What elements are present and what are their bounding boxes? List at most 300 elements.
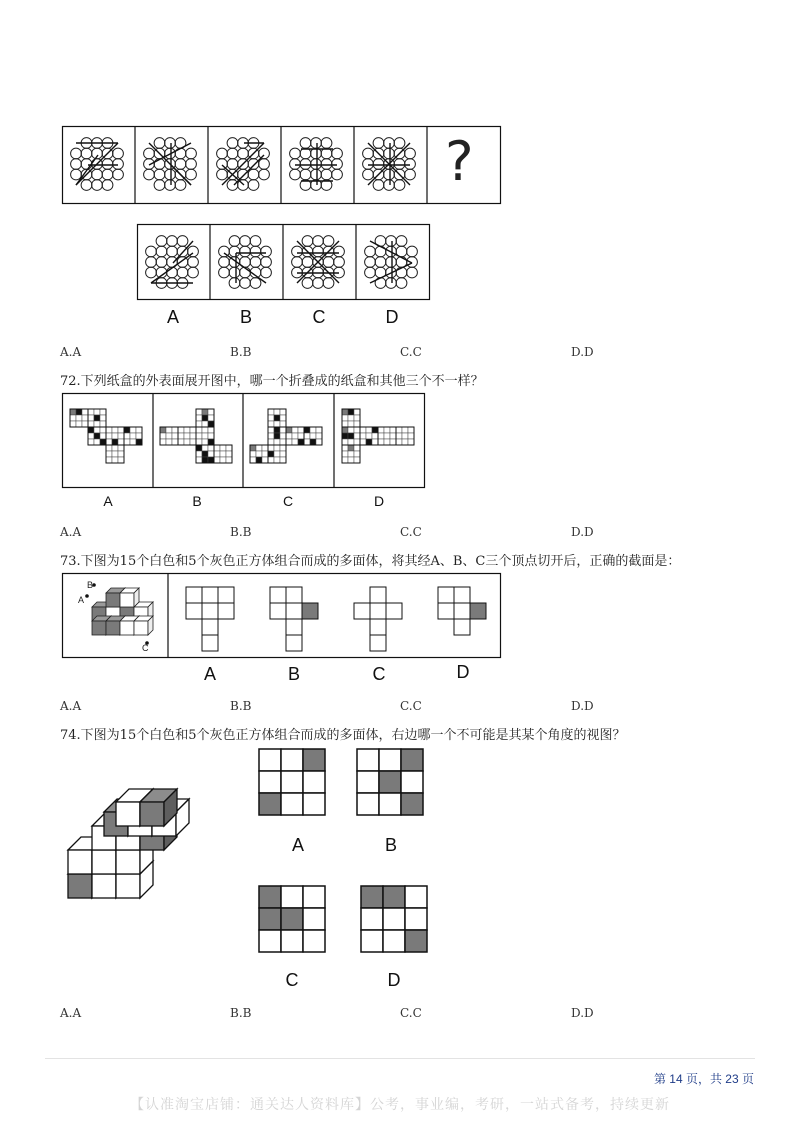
q72-net-d-cell <box>342 415 348 421</box>
q74-cube-front <box>116 874 140 898</box>
q72-net-b-cell <box>166 433 172 439</box>
q74-view-a-cell <box>259 749 281 771</box>
q72-net-c-cell <box>280 439 286 445</box>
q72-net-a-cell <box>112 445 118 451</box>
q72-net-b-cell <box>196 439 202 445</box>
q72-net-b-cell <box>196 445 202 451</box>
q71-answer-strip <box>137 224 431 300</box>
q72-net-d-cell <box>354 433 360 439</box>
q74-view-c-cell <box>303 886 325 908</box>
q72-option-d[interactable]: D.D <box>571 525 594 539</box>
footer-divider <box>45 1058 755 1059</box>
q74-view-c-cell <box>281 930 303 952</box>
q72-net-a-cell <box>130 439 136 445</box>
q72-net-a-cell <box>94 409 100 415</box>
q74-view-a-cell <box>303 771 325 793</box>
q71-label-b: B <box>239 307 252 327</box>
q72-net-d-cell <box>390 439 396 445</box>
q73-vertex-a: A <box>78 595 85 605</box>
q72-net-c-cell <box>268 415 274 421</box>
q72-net-d-cell <box>348 433 354 439</box>
q72-net-d-cell <box>354 439 360 445</box>
q72-net-d-cell <box>342 421 348 427</box>
q74-view-c-cell <box>259 908 281 930</box>
q72-net-b-cell <box>160 439 166 445</box>
q73-section-b-cell <box>286 619 302 635</box>
q72-net-a-cell <box>112 439 118 445</box>
q72-net-c-cell <box>268 409 274 415</box>
q72-net-a-cell <box>118 457 124 463</box>
q72-net-d-cell <box>408 433 414 439</box>
q73-vertex-b: B <box>87 580 94 590</box>
q74-view-d-cell <box>405 930 427 952</box>
q72-net-c-cell <box>274 415 280 421</box>
q72-net-c-cell <box>274 421 280 427</box>
q74-label-a: A <box>291 835 304 855</box>
q72-net-a-cell <box>76 409 82 415</box>
q73-figure <box>62 573 502 659</box>
q71-option-c[interactable]: C.C <box>400 345 422 359</box>
q72-net-d-cell <box>354 427 360 433</box>
q72-net-c-cell <box>250 445 256 451</box>
q72-net-c-cell <box>310 427 316 433</box>
q72-net-b-cell <box>160 433 166 439</box>
q74-question-text: 74.下图为15个白色和5个灰色正方体组合而成的多面体，右边哪一个不可能是其某个角度的视图？ <box>60 728 626 743</box>
q73-section-c-cell <box>370 587 386 603</box>
q72-net-b-cell <box>208 457 214 463</box>
q72-net-b-cell <box>208 421 214 427</box>
q72-net-b-cell <box>214 457 220 463</box>
q72-net-a-cell <box>106 439 112 445</box>
q73-cube-front <box>120 593 134 607</box>
q72-net-a-cell <box>112 433 118 439</box>
q72-net-a-cell <box>88 439 94 445</box>
q74-view-b-cell <box>401 771 423 793</box>
q72-net-c-cell <box>274 427 280 433</box>
q74-label-b: B <box>384 835 397 855</box>
q72-net-d-cell <box>372 439 378 445</box>
q73-option-d[interactable]: D.D <box>571 699 594 713</box>
q72-net-b-cell <box>220 457 226 463</box>
q72-net-a-cell <box>100 439 106 445</box>
q72-net-c-cell <box>286 433 292 439</box>
q72-net-c-cell <box>268 427 274 433</box>
q72-net-c-cell <box>280 457 286 463</box>
q72-option-a[interactable]: A.A <box>60 525 82 539</box>
q72-net-d-cell <box>384 433 390 439</box>
q72-net-b-cell <box>202 451 208 457</box>
q72-net-c-cell <box>274 457 280 463</box>
q74-view-a-cell <box>281 793 303 815</box>
q72-net-a-cell <box>82 409 88 415</box>
q72-net-a-cell <box>94 427 100 433</box>
q72-net-d-cell <box>354 457 360 463</box>
q74-view-a-cell <box>259 793 281 815</box>
q73-section-a-cell <box>202 619 218 635</box>
q72-net-c-cell <box>304 439 310 445</box>
q72-net-d-cell <box>384 427 390 433</box>
q72-net-b-cell <box>214 451 220 457</box>
q73-section-d-cell <box>454 587 470 603</box>
q72-net-a-cell <box>130 433 136 439</box>
q72-net-c-cell <box>256 457 262 463</box>
q74-cube-front <box>116 850 140 874</box>
q73-label-a: A <box>203 664 216 684</box>
q72-net-c-cell <box>298 439 304 445</box>
q72-net-a-cell <box>88 427 94 433</box>
q72-net-d-cell <box>348 445 354 451</box>
q72-net-c-cell <box>262 457 268 463</box>
q73-option-a[interactable]: A.A <box>60 699 82 713</box>
q74-view-d-cell <box>405 908 427 930</box>
q72-net-a-cell <box>94 415 100 421</box>
q74-view-a-cell <box>303 749 325 771</box>
q74-cube-front <box>68 874 92 898</box>
q72-net-d-cell <box>354 409 360 415</box>
q73-section-b-cell <box>270 587 286 603</box>
q73-section-b-cell <box>302 603 318 619</box>
q73-section-a-cell <box>202 603 218 619</box>
q73-section-d-cell <box>454 619 470 635</box>
q72-net-b-cell <box>226 451 232 457</box>
q72-net-d-cell <box>360 427 366 433</box>
q72-net-a-cell <box>88 433 94 439</box>
q72-net-d-cell <box>378 427 384 433</box>
q72-net-a-cell <box>94 421 100 427</box>
q74-view-b-cell <box>401 749 423 771</box>
q74-view-c-cell <box>259 930 281 952</box>
q72-label-c: C <box>282 493 294 509</box>
q72-net-d-cell <box>378 433 384 439</box>
q72-net-d-cell <box>372 433 378 439</box>
q72-net-c-cell <box>280 409 286 415</box>
q72-net-b-cell <box>208 433 214 439</box>
q72-net-a-cell <box>70 415 76 421</box>
q73-section-a-cell <box>186 587 202 603</box>
q72-net-b-cell <box>196 409 202 415</box>
q74-view-b-cell <box>357 749 379 771</box>
q73-section-a-cell <box>202 635 218 651</box>
q72-option-c[interactable]: C.C <box>400 525 422 539</box>
q72-net-b-cell <box>220 445 226 451</box>
q72-net-d-cell <box>342 433 348 439</box>
q73-cube-front <box>92 621 106 635</box>
q72-net-d-cell <box>366 433 372 439</box>
q74-label-c: C <box>285 970 299 990</box>
q72-net-a-cell <box>118 445 124 451</box>
q73-section-b-cell <box>286 603 302 619</box>
q71-option-b[interactable]: B.B <box>230 345 252 359</box>
q72-net-b-cell <box>172 427 178 433</box>
q73-section-a-cell <box>202 587 218 603</box>
q72-net-d-cell <box>348 451 354 457</box>
q72-net-c-cell <box>280 415 286 421</box>
q72-net-a-cell <box>112 427 118 433</box>
q73-cube-front <box>120 621 134 635</box>
q72-net-b-cell <box>226 457 232 463</box>
q74-option-d[interactable]: D.D <box>571 1006 594 1020</box>
q74-view-d-cell <box>361 930 383 952</box>
q74-view-a <box>258 748 328 818</box>
q72-net-d-cell <box>390 433 396 439</box>
q72-net-b-cell <box>196 451 202 457</box>
q72-figure <box>62 393 426 489</box>
q72-label-d: D <box>373 493 385 509</box>
q71-label-a: A <box>166 307 179 327</box>
q72-net-b-cell <box>202 415 208 421</box>
q72-net-d-cell <box>348 409 354 415</box>
q72-net-c-cell <box>268 421 274 427</box>
q72-net-b-cell <box>190 427 196 433</box>
q72-net-c-cell <box>268 445 274 451</box>
q71-label-d: D <box>385 307 399 327</box>
q74-view-d <box>360 885 430 955</box>
q72-net-a-cell <box>136 433 142 439</box>
q72-net-c-cell <box>250 457 256 463</box>
q72-net-a-cell <box>136 427 142 433</box>
q73-section-b-cell <box>286 635 302 651</box>
q72-net-d-cell <box>396 433 402 439</box>
q73-label-c: C <box>372 664 386 684</box>
q72-net-b-cell <box>196 433 202 439</box>
q72-net-c-cell <box>268 433 274 439</box>
q72-net-c-cell <box>286 427 292 433</box>
q73-cube-front <box>106 621 120 635</box>
q72-label-b: B <box>192 493 202 509</box>
q72-net-d-cell <box>342 409 348 415</box>
q72-net-b-cell <box>208 439 214 445</box>
q73-section-c-cell <box>386 603 402 619</box>
q74-label-d: D <box>387 970 401 990</box>
q72-net-b-cell <box>196 421 202 427</box>
q72-net-b-cell <box>202 421 208 427</box>
q72-net-d-cell <box>402 433 408 439</box>
q71-label-c: C <box>312 307 326 327</box>
q72-net-a-cell <box>106 451 112 457</box>
q72-net-d-cell <box>408 427 414 433</box>
q71-option-d[interactable]: D.D <box>571 345 594 359</box>
q73-section-a-cell <box>218 603 234 619</box>
q73-section-d-cell <box>438 603 454 619</box>
q73-cube-front <box>106 593 120 607</box>
q72-net-c-cell <box>280 445 286 451</box>
q72-net-c-cell <box>280 421 286 427</box>
q74-view-c-cell <box>259 886 281 908</box>
q72-net-b-cell <box>190 433 196 439</box>
q74-cube-front <box>140 802 164 826</box>
q72-net-d-cell <box>354 415 360 421</box>
q72-net-b-cell <box>226 445 232 451</box>
q72-net-b-cell <box>178 433 184 439</box>
q72-net-b-cell <box>220 451 226 457</box>
q72-net-d-cell <box>348 421 354 427</box>
q72-net-d-cell <box>342 427 348 433</box>
q72-net-a-cell <box>100 433 106 439</box>
q72-net-d-cell <box>354 445 360 451</box>
q72-net-a-cell <box>82 421 88 427</box>
q74-view-d-cell <box>383 886 405 908</box>
q72-net-a-cell <box>106 427 112 433</box>
q72-net-d-cell <box>378 439 384 445</box>
q73-cube-front <box>134 621 148 635</box>
q72-net-a-cell <box>118 433 124 439</box>
q72-net-a-cell <box>118 451 124 457</box>
q72-net-c-cell <box>310 433 316 439</box>
q72-net-c-cell <box>250 451 256 457</box>
q72-net-d-cell <box>354 421 360 427</box>
q74-view-b-cell <box>357 771 379 793</box>
q72-net-d-cell <box>402 427 408 433</box>
q72-net-c-cell <box>298 433 304 439</box>
q74-view-a-cell <box>281 771 303 793</box>
q72-net-b-cell <box>202 409 208 415</box>
q72-question-text: 72.下列纸盒的外表面展开图中，哪一个折叠成的纸盒和其他三个不一样？ <box>60 374 484 389</box>
q72-net-a-cell <box>130 427 136 433</box>
q73-section-c-cell <box>354 603 370 619</box>
q72-net-b-cell <box>178 439 184 445</box>
q72-net-b-cell <box>208 451 214 457</box>
q74-view-c-cell <box>303 930 325 952</box>
q72-label-a: A <box>103 493 113 509</box>
q72-net-a-cell <box>100 427 106 433</box>
q74-view-a-cell <box>281 749 303 771</box>
q73-option-b[interactable]: B.B <box>230 699 252 713</box>
q73-question-text: 73.下图为15个白色和5个灰色正方体组合而成的多面体，将其经A、B、C三个顶点切开后，正确的截面是： <box>60 554 681 569</box>
q74-view-b-cell <box>379 749 401 771</box>
q72-net-d-cell <box>360 433 366 439</box>
q72-net-b-cell <box>172 433 178 439</box>
q74-view-b-cell <box>357 793 379 815</box>
q71-option-a[interactable]: A.A <box>60 345 82 359</box>
q74-view-d-cell <box>383 930 405 952</box>
q72-net-c-cell <box>304 427 310 433</box>
q73-section-d-cell <box>470 603 486 619</box>
q71-question-strip <box>62 126 502 204</box>
q72-net-a-cell <box>124 427 130 433</box>
q72-net-a-cell <box>118 439 124 445</box>
q72-net-c-cell <box>256 445 262 451</box>
q72-net-a-cell <box>136 439 142 445</box>
q73-section-b-cell <box>270 603 286 619</box>
q72-net-d-cell <box>348 439 354 445</box>
q72-net-a-cell <box>100 415 106 421</box>
q74-option-a[interactable]: A.A <box>60 1006 82 1020</box>
q72-net-d-cell <box>348 457 354 463</box>
q74-polyhedron <box>60 790 190 920</box>
q72-net-a-cell <box>88 415 94 421</box>
q74-cube-front <box>116 802 140 826</box>
q74-view-c <box>258 885 328 955</box>
q74-cube-front <box>92 850 116 874</box>
q72-net-c-cell <box>292 427 298 433</box>
q74-view-a-cell <box>259 771 281 793</box>
q73-label-b: B <box>287 664 300 684</box>
q72-net-a-cell <box>70 409 76 415</box>
q72-net-c-cell <box>292 433 298 439</box>
q72-net-c-cell <box>274 409 280 415</box>
q73-section-b-cell <box>286 587 302 603</box>
q72-net-c-cell <box>268 451 274 457</box>
q72-net-c-cell <box>280 433 286 439</box>
q72-net-a-cell <box>106 433 112 439</box>
q72-net-c-cell <box>292 439 298 445</box>
q72-net-d-cell <box>348 415 354 421</box>
q72-net-a-cell <box>82 415 88 421</box>
q72-net-d-cell <box>342 457 348 463</box>
q73-section-d-cell <box>438 587 454 603</box>
q72-net-a-cell <box>106 445 112 451</box>
q72-net-a-cell <box>112 451 118 457</box>
q71-question-mark: ? <box>445 130 474 193</box>
q72-net-b-cell <box>172 439 178 445</box>
q72-net-c-cell <box>274 451 280 457</box>
q72-net-b-cell <box>202 445 208 451</box>
q72-net-b-cell <box>190 439 196 445</box>
q72-net-a-cell <box>70 421 76 427</box>
q74-option-c[interactable]: C.C <box>400 1006 422 1020</box>
q72-net-c-cell <box>298 427 304 433</box>
q72-option-b[interactable]: B.B <box>230 525 252 539</box>
q74-view-d-cell <box>405 886 427 908</box>
q73-option-c[interactable]: C.C <box>400 699 422 713</box>
q74-view-d-cell <box>383 908 405 930</box>
q72-net-a-cell <box>76 415 82 421</box>
q72-net-b-cell <box>184 427 190 433</box>
q72-net-b-cell <box>196 427 202 433</box>
q72-net-c-cell <box>316 439 322 445</box>
q72-net-d-cell <box>396 427 402 433</box>
q73-vertex-dot <box>85 594 89 598</box>
q72-net-b-cell <box>208 445 214 451</box>
q72-net-b-cell <box>184 433 190 439</box>
q72-net-d-cell <box>366 427 372 433</box>
q72-net-b-cell <box>202 439 208 445</box>
q72-net-b-cell <box>160 427 166 433</box>
q72-net-d-cell <box>348 427 354 433</box>
q72-net-b-cell <box>196 457 202 463</box>
q72-net-d-cell <box>342 451 348 457</box>
q73-section-a-cell <box>186 603 202 619</box>
q74-option-b[interactable]: B.B <box>230 1006 252 1020</box>
q74-view-b-cell <box>379 771 401 793</box>
q74-view-d-cell <box>361 886 383 908</box>
q72-net-c-cell <box>256 451 262 457</box>
q72-net-b-cell <box>208 415 214 421</box>
q74-view-b-cell <box>379 793 401 815</box>
shop-watermark: 【认准淘宝店铺：通关达人资料库】公考，事业编，考研，一站式备考，持续更新 <box>130 1097 670 1113</box>
q72-net-d-cell <box>372 427 378 433</box>
q72-net-c-cell <box>316 427 322 433</box>
q72-net-c-cell <box>274 439 280 445</box>
q74-view-b <box>356 748 426 818</box>
q73-section-c-cell <box>370 635 386 651</box>
q72-net-c-cell <box>310 439 316 445</box>
q72-net-d-cell <box>396 439 402 445</box>
q74-cube-front <box>92 874 116 898</box>
q73-section-a-cell <box>218 587 234 603</box>
q73-vertex-c: C <box>142 643 149 653</box>
q74-view-d-cell <box>361 908 383 930</box>
q72-net-d-cell <box>408 439 414 445</box>
q72-net-a-cell <box>112 457 118 463</box>
q72-net-c-cell <box>304 433 310 439</box>
q72-net-a-cell <box>94 433 100 439</box>
q72-net-a-cell <box>124 439 130 445</box>
q72-net-a-cell <box>76 421 82 427</box>
q72-net-c-cell <box>280 451 286 457</box>
q72-net-a-cell <box>106 457 112 463</box>
q72-net-d-cell <box>390 427 396 433</box>
